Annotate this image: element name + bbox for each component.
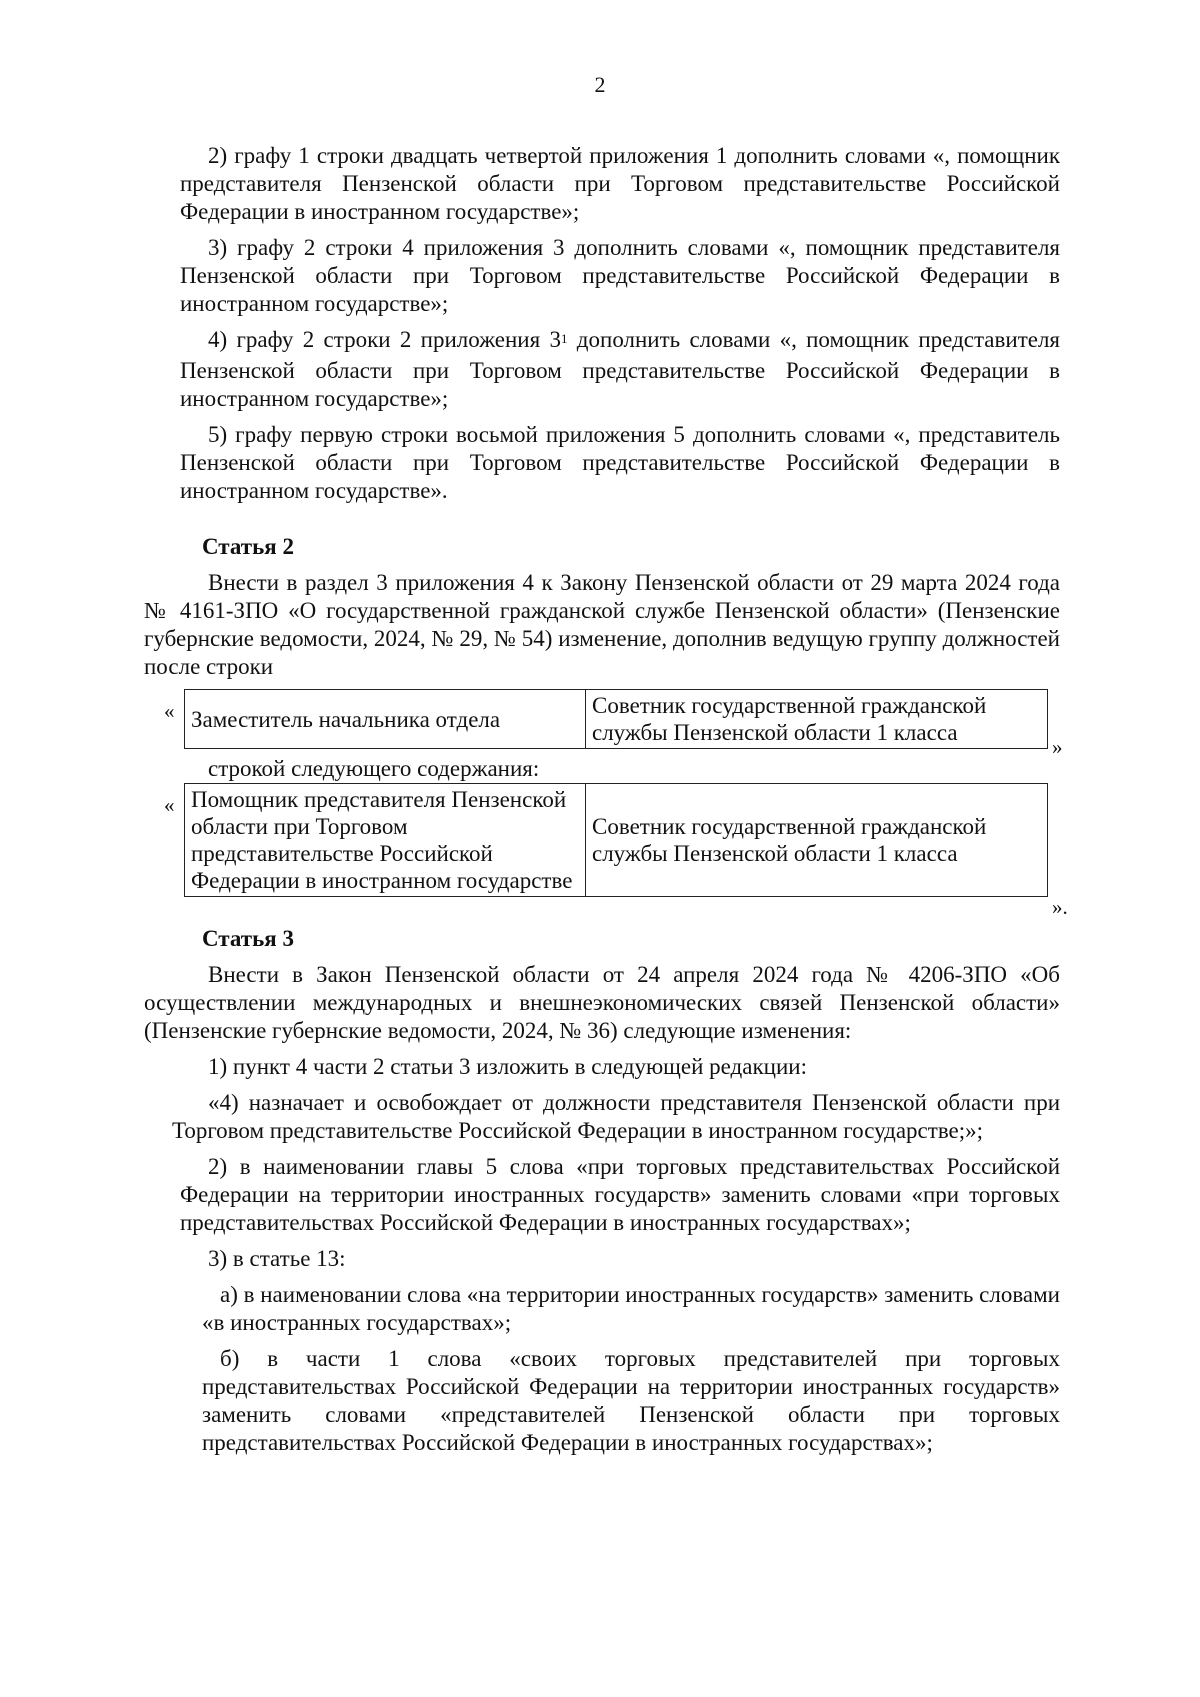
table-1-wrapper: [164, 689, 1063, 759]
table-cell-position: Помощник представителя Пензенской области при Торговом представительстве Российской Федерации в иностранном государстве: [185, 784, 586, 897]
position-table-1: [184, 689, 1048, 749]
table-cell-rank: Советник государственной гражданской службы Пензенской области 1 класса: [586, 690, 1048, 749]
article-3-item-3a: а) в наименовании слова «на территории иностранных государств» заменить словами «в иностранных государствах»;: [202, 1282, 1060, 1335]
between-text: строкой следующего содержания:: [208, 756, 540, 781]
paragraph-item-5: 5) графу первую строки восьмой приложения 5 дополнить словами «, представитель Пензенской области при Торговом представительстве Российской Федерации в иностранном государстве».: [180, 422, 1060, 503]
page-number: 2: [594, 72, 606, 97]
article-2-heading: Статья 2: [202, 534, 294, 559]
article-3-item-3b: б) в части 1 слова «своих торговых представителей при торговых представительствах Российской Федерации на территории иностранных государств» заменить словами «представителей Пензенской области при торговых представительствах Российской Федерации в иностранных государствах»;: [202, 1346, 1060, 1455]
quote-close-2: ».: [1052, 895, 1068, 919]
article-3-item-1: 1) пункт 4 части 2 статьи 3 изложить в следующей редакции:: [208, 1054, 807, 1079]
paragraph-item-4: [180, 326, 1060, 413]
table-row: [185, 784, 1048, 897]
table-2-wrapper: [164, 783, 1068, 919]
article-2-text: Внести в раздел 3 приложения 4 к Закону Пензенской области от 29 марта 2024 года № 4161-ЗПО «О государственной гражданской службе Пензенской области» (Пензенские губернские ведомости, 2024, № 29, № 54) изменение, дополнив ведущую группу должностей после строки: [144, 570, 1060, 679]
article-3-item-1-quote: «4) назначает и освобождает от должности представителя Пензенской области при Торговом представительстве Российской Федерации в иностранном государстве;»;: [172, 1090, 1060, 1143]
article-3-heading: Статья 3: [202, 926, 294, 951]
item-4-after: дополнить словами «, помощник представителя Пензенской области при Торговом представительстве Российской Федерации в иностранном государстве»;: [180, 327, 1061, 411]
article-3-item-2: 2) в наименовании главы 5 слова «при торговых представительствах Российской Федерации на территории иностранных государств» заменить словами «при торговых представительствах Российской Федерации в иностранных государствах»;: [180, 1154, 1060, 1235]
quote-open-2: «: [164, 793, 175, 817]
article-3-text: Внести в Закон Пензенской области от 24 апреля 2024 года № 4206-ЗПО «Об осуществлении международных и внешнеэкономических связей Пензенской области» (Пензенские губернские ведомости, 2024, № 36) следующие изменения:: [144, 962, 1060, 1043]
paragraph-item-2: 2) графу 1 строки двадцать четвертой приложения 1 дополнить словами «, помощник представителя Пензенской области при Торговом представительстве Российской Федерации в иностранном государстве»;: [180, 143, 1060, 224]
table-cell-rank: Советник государственной гражданской службы Пензенской области 1 класса: [586, 784, 1048, 897]
quote-close-1: »: [1052, 735, 1063, 759]
quote-open-1: «: [164, 699, 175, 723]
table-cell-position: Заместитель начальника отдела: [185, 690, 586, 749]
item-4-before: 4) графу 2 строки 2 приложения 3: [208, 327, 561, 352]
position-table-2: [184, 783, 1048, 897]
table-row: [185, 690, 1048, 749]
item-4-superscript: 1: [561, 331, 568, 346]
article-3-item-3: 3) в статье 13:: [208, 1246, 346, 1271]
paragraph-item-3: 3) графу 2 строки 4 приложения 3 дополнить словами «, помощник представителя Пензенской области при Торговом представительстве Российской Федерации в иностранном государстве»;: [180, 235, 1060, 316]
document-body: [144, 142, 1068, 1465]
